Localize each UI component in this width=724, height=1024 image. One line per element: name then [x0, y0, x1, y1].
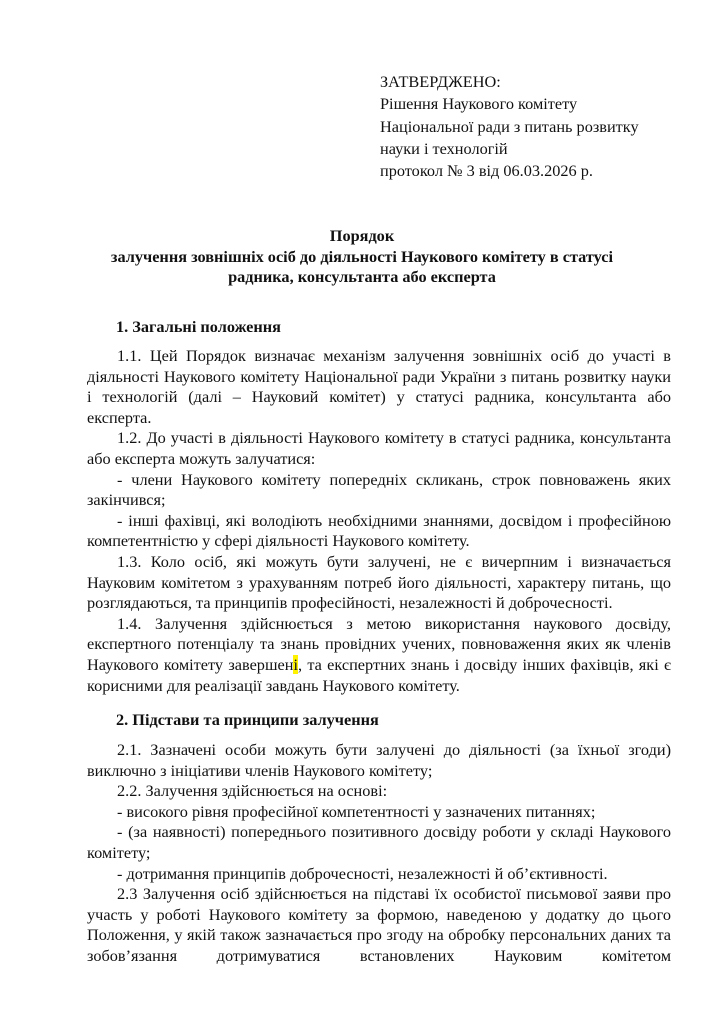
paragraph-1-3: 1.3. Коло осіб, які можуть бути залучені, не є вичерпним і визначається Науковим комітетом з урахуванням потреб його діяльності, характеру питань, що розглядаються, та принципів професійності, незалежності й доброчесності. — [87, 551, 671, 613]
list-item: - інші фахівці, які володіють необхідними знаннями, досвідом і професійною компетентністю у сфері діяльності Наукового комітету. — [87, 510, 671, 551]
section-1-body — [87, 346, 671, 696]
title-line: Порядок — [329, 226, 395, 245]
list-item: - дотримання принципів доброчесності, незалежності й об’єктивності. — [117, 863, 608, 883]
paragraph-2-2: 2.2. Залучення здійснюється на основі: — [117, 781, 388, 801]
list-item: - члени Наукового комітету попередніх скликань, строк повноважень яких закінчився; — [87, 469, 671, 510]
approval-stamp — [380, 71, 639, 182]
approval-line: науки і технологій — [380, 138, 508, 158]
title-line: радника, консультанта або експерта — [228, 267, 496, 286]
approval-line: Національної ради з питань розвитку — [380, 116, 639, 136]
paragraph-1-1: 1.1. Цей Порядок визначає механізм залучення зовнішніх осіб до участі в діяльності Наукового комітету Національної ради України з питань розвитку науки і технологій (далі – Науковий комітет) у статусі радника, консультанта або експерта. — [87, 346, 671, 427]
title-line: залучення зовнішніх осіб до діяльності Наукового комітету в статусі — [110, 246, 614, 266]
highlighted-text: і — [293, 654, 298, 674]
approval-line: протокол № 3 від 06.03.2026 р. — [380, 161, 593, 181]
paragraph-2-1: 2.1. Зазначені особи можуть бути залучені до діяльності (за їхньої згоди) виключно з ініціативи членів Наукового комітету; — [87, 740, 671, 780]
approval-line: ЗАТВЕРДЖЕНО: — [380, 72, 501, 91]
list-item: - високого рівня професійної компетентності у зазначених питаннях; — [117, 801, 596, 821]
paragraph-1-4-text: 1.4. Залучення здійснюється з метою використання наукового досвіду, експертного потенціалу та знань провідних учених, повноваження яких як членів Наукового комітету заверше — [87, 613, 671, 674]
paragraph-1-4-text: н — [284, 654, 294, 674]
section-2-heading: 2. Підстави та принципи залучення — [116, 710, 379, 729]
paragraph-1-2: 1.2. До участі в діяльності Наукового комітету в статусі радника, консультанта або експерта можуть залучатися: — [87, 428, 671, 468]
section-1-heading: 1. Загальні положення — [116, 317, 281, 336]
approval-line: Рішення Наукового комітету — [380, 94, 578, 114]
paragraph-2-3: 2.3 Залучення осіб здійснюється на підставі їх особистої письмової заяви про участь у роботі Наукового комітету за формою, наведеною у додатку до цього Положення, у якій також зазначається про згоду на обробку персональних даних та зобов’язання дотримуватися встановлених Науковим комітетом — [87, 884, 671, 965]
section-2-body — [87, 740, 671, 967]
paragraph-1-4 — [87, 614, 671, 696]
list-item: - (за наявності) попереднього позитивного досвіду роботи у складі Наукового комітету; — [87, 822, 671, 862]
paragraph-1-4-text: , та експертних знань і досвіду інших фахівців, які є корисними для реалізації завдань Наукового комітету. — [87, 654, 671, 695]
document-title — [80, 226, 644, 288]
